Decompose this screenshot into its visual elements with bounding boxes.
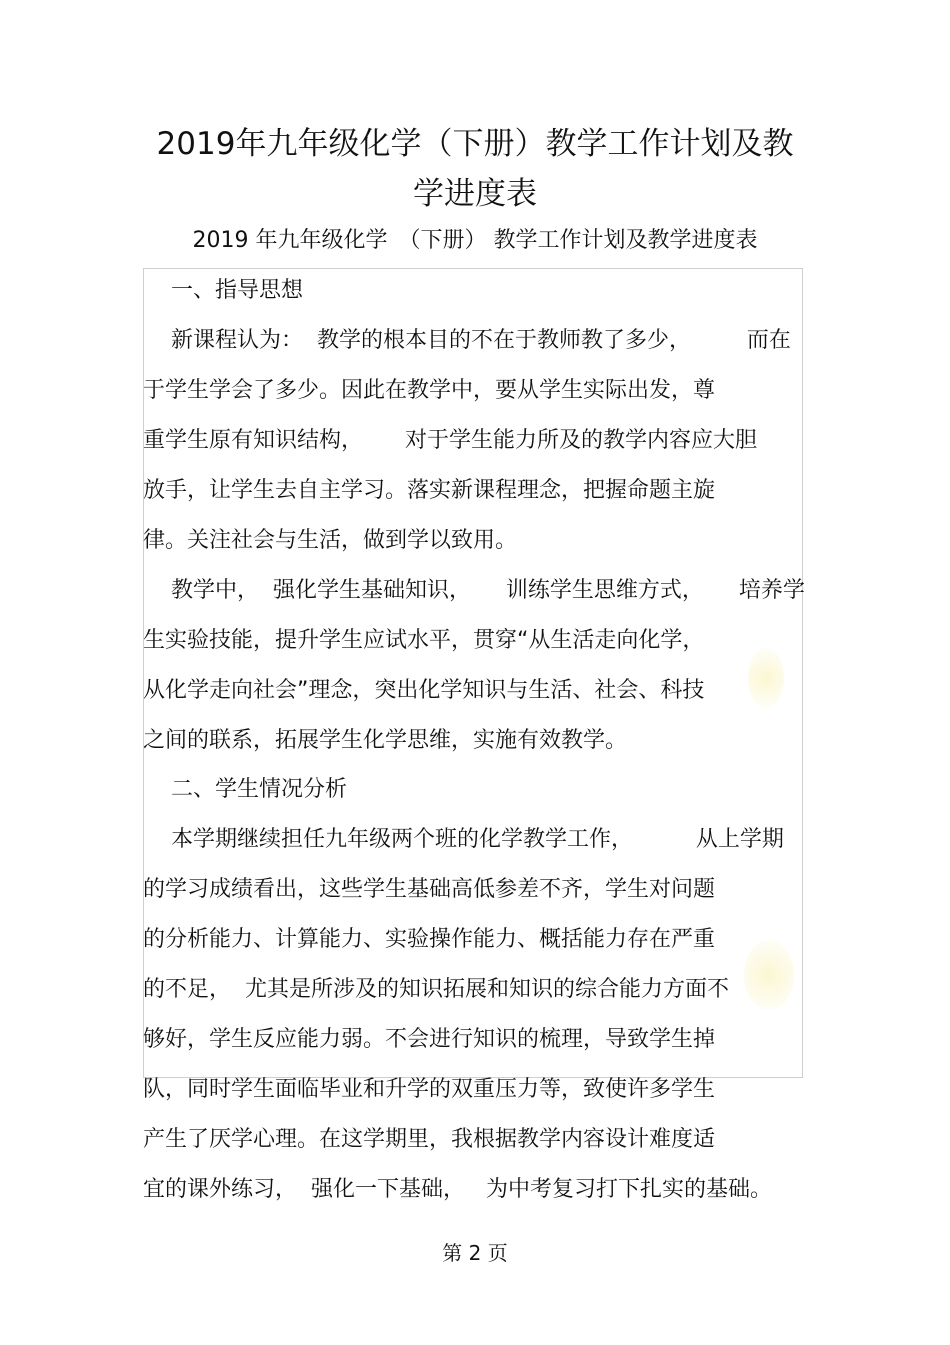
text-line: 生实验技能，提升学生应试水平，贯穿“从生活走向化学， — [143, 628, 705, 653]
text-line: 产生了厌学心理。在这学期里，我根据教学内容设计难度适 — [143, 1127, 716, 1152]
text-line: 二、学生情况分析 — [143, 777, 347, 802]
text-line: 重学生原有知识结构， 对于学生能力所及的教学内容应大胆 — [143, 428, 757, 453]
text-line: 宜的课外练习， 强化一下基础， 为中考复习打下扎实的基础。 — [143, 1177, 772, 1202]
text-line: 队，同时学生面临毕业和升学的双重压力等，致使许多学生 — [143, 1077, 716, 1102]
text-line: 够好，学生反应能力弱。不会进行知识的梳理，导致学生掉 — [143, 1027, 716, 1052]
text-line: 新课程认为： 教学的根本目的不在于教师教了多少， 而在 — [143, 328, 791, 353]
text-line: 教学中， 强化学生基础知识， 训练学生思维方式， 培养学 — [143, 578, 805, 603]
text-line: 本学期继续担任九年级两个班的化学教学工作， 从上学期 — [143, 827, 784, 852]
text-line: 放手，让学生去自主学习。落实新课程理念，把握命题主旋 — [143, 478, 716, 503]
text-line: 之间的联系，拓展学生化学思维，实施有效教学。 — [143, 728, 628, 753]
text-line: 的分析能力、计算能力、实验操作能力、概括能力存在严重 — [143, 927, 716, 952]
text-line: 律。关注社会与生活，做到学以致用。 — [143, 528, 518, 553]
text-line: 从化学走向社会”理念，突出化学知识与生活、社会、科技 — [143, 678, 705, 703]
text-line: 的不足， 尤其是所涉及的知识拓展和知识的综合能力方面不 — [143, 977, 729, 1002]
text-line: 的学习成绩看出，这些学生基础高低参差不齐，学生对问题 — [143, 877, 716, 902]
document-title-line-1: 2019年九年级化学（下册）教学工作计划及教 — [156, 126, 794, 162]
text-line: 一、指导思想 — [143, 278, 303, 303]
text-line: 于学生学会了多少。因此在教学中，要从学生实际出发，尊 — [143, 378, 716, 403]
document-subtitle: 2019 年九年级化学 （下册） 教学工作计划及教学进度表 — [192, 228, 758, 253]
page-number: 第 2 页 — [442, 1241, 508, 1265]
document-title-line-2: 学进度表 — [413, 176, 537, 212]
